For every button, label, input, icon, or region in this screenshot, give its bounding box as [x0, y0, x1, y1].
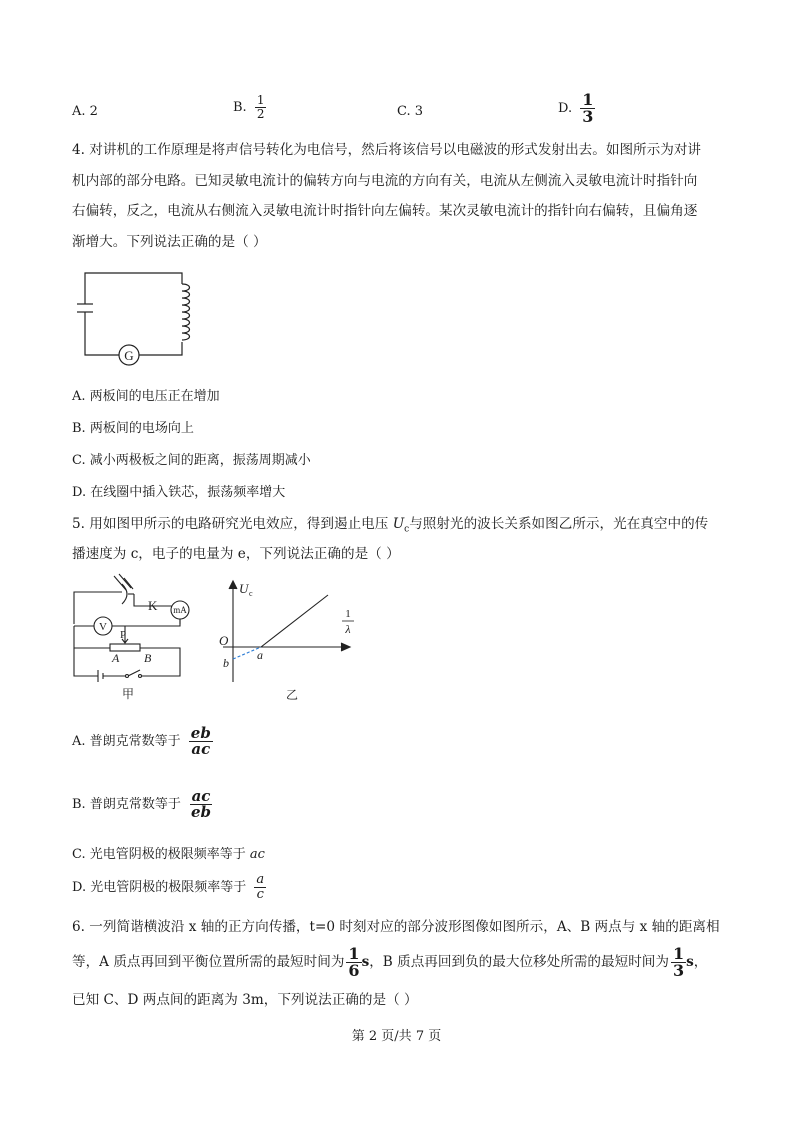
graph-line [261, 595, 328, 647]
intercept-b-label: b [223, 656, 229, 670]
fraction-denominator: 6 [348, 961, 360, 980]
q4-option-a: A. 两板间的电压正在增加 [72, 389, 220, 404]
origin-label: O [219, 633, 229, 648]
q5-option-c [72, 846, 265, 864]
photoelectric-circuit-figure [70, 572, 195, 700]
label-p: P [120, 629, 127, 641]
q5-option-c-text: C. 光电管阴极的极限频率等于 [72, 847, 250, 862]
q6-line2-part-c: ， [693, 954, 708, 970]
q4-text-line-4: 渐增大。下列说法正确的是（ ） [72, 234, 267, 250]
fraction-numerator: eb [190, 724, 211, 742]
fraction-numerator: 1 [673, 944, 685, 963]
fraction-denominator: 3 [582, 107, 594, 126]
q6-unit-2: s [686, 954, 694, 970]
q5-uc-variable: U [392, 516, 405, 532]
q5-uc-subscript: c [404, 524, 410, 535]
x-axis-label-numerator: 1 [345, 608, 351, 620]
circuit-wire-bottom-left [74, 648, 98, 676]
galvanometer-label: G [124, 348, 134, 363]
q5-option-d-fraction [254, 873, 266, 902]
label-b: B [144, 651, 152, 665]
q5-option-b-text: B. 普朗克常数等于 [72, 797, 181, 812]
q5-option-d-text: D. 光电管阴极的极限频率等于 [72, 880, 247, 895]
q4-option-b: B. 两板间的电场向上 [72, 421, 194, 436]
fraction-numerator: 1 [256, 93, 265, 107]
rheostat [110, 644, 140, 651]
fraction-denominator: 2 [256, 107, 265, 121]
fraction-denominator: eb [190, 803, 212, 821]
q4-text-line-2: 机内部的部分电路。已知灵敏电流计的偏转方向与电流的方向有关，电流从左侧流入灵敏电流计时指针向 [72, 173, 698, 189]
q4-text-line-3: 右偏转，反之，电流从右侧流入灵敏电流计时指针向左偏转。某次灵敏电流计的指针向右偏转，且偏角逐 [72, 203, 698, 219]
q3-option-d-label: D. [558, 101, 573, 116]
q5-option-a-fraction [189, 726, 213, 757]
q4-option-c: C. 减小两极板之间的距离，振荡周期减小 [72, 453, 311, 468]
voltmeter-label: V [99, 621, 107, 633]
q5-text-line-2: 播速度为 c，电子的电量为 e，下列说法正确的是（ ） [72, 546, 400, 562]
x-axis-label-denominator: λ [345, 622, 351, 636]
fraction-numerator: a [256, 872, 265, 887]
light-ray-2 [119, 574, 131, 588]
q3-option-a: A. 2 [72, 104, 98, 119]
fraction-denominator: 3 [673, 961, 685, 980]
q3-option-c: C. 3 [397, 104, 424, 119]
label-k: K [148, 598, 158, 613]
figure-caption-jia: 甲 [121, 687, 135, 700]
fraction-numerator: 1 [582, 90, 594, 109]
y-axis-label: U [239, 581, 249, 596]
q5-option-d [72, 873, 266, 902]
q5-option-a-text: A. 普朗克常数等于 [72, 734, 181, 749]
q4-option-d: D. 在线圈中插入铁芯，振荡频率增大 [72, 485, 286, 500]
q5-option-b-fraction [189, 789, 213, 820]
intercept-a-label: a [257, 648, 263, 662]
figure-caption-yi: 乙 [285, 688, 299, 702]
fraction-denominator: c [256, 887, 264, 902]
q5-option-a [72, 726, 213, 757]
y-axis-subscript: c [249, 589, 253, 598]
q6-text-line-2 [72, 945, 732, 979]
q5-option-b [72, 789, 213, 820]
page-footer: 第 2 页/共 7 页 [351, 1029, 442, 1044]
q6-text-line-1: 6. 一列简谐横波沿 x 轴的正方向传播，t=0 时刻对应的部分波形图像如图所示，A、B 两点与 x 轴的距离相 [72, 919, 720, 935]
label-a: A [112, 651, 120, 665]
milliammeter-label: mA [173, 605, 187, 615]
q6-line2-part-b: ，B 质点再回到负的最大位移处所需的最短时间为 [369, 954, 669, 970]
q6-unit-1: s [361, 954, 370, 970]
q5-text-line-1 [72, 514, 732, 540]
q6-line2-part-a: 等，A 质点再回到平衡位置所需的最短时间为 [72, 954, 345, 970]
q3-option-d-fraction [580, 92, 595, 125]
q3-option-b-fraction [255, 94, 267, 121]
q6-fraction-2 [671, 946, 686, 979]
lc-circuit-figure [75, 268, 205, 373]
q6-text-line-3: 已知 C、D 两点间的距离为 3m，下列说法正确的是（ ） [72, 992, 418, 1008]
circuit-wire-left [85, 312, 119, 355]
fraction-numerator: ac [191, 787, 211, 805]
fraction-denominator: ac [191, 740, 211, 758]
q3-option-b [233, 94, 266, 121]
stopping-voltage-graph [215, 577, 360, 702]
q3-option-b-label: B. [233, 100, 247, 115]
q5-line1-part-b: 与照射光的波长关系如图乙所示，光在真空中的传 [409, 516, 709, 532]
circuit-wire-top [85, 273, 182, 304]
q4-text-line-1: 4. 对讲机的工作原理是将声信号转化为电信号，然后将该信号以电磁波的形式发射出去。如图所示为对讲 [72, 142, 702, 158]
inductor-coil [182, 284, 190, 340]
q3-option-d [558, 92, 595, 125]
q5-option-c-value: ac [249, 847, 265, 862]
q5-line1-part-a: 5. 用如图甲所示的电路研究光电效应，得到遏止电压 [72, 516, 393, 532]
circuit-wire-middle [74, 619, 180, 626]
circuit-wire-right [139, 342, 182, 355]
q6-fraction-1 [346, 946, 361, 979]
fraction-numerator: 1 [348, 944, 360, 963]
